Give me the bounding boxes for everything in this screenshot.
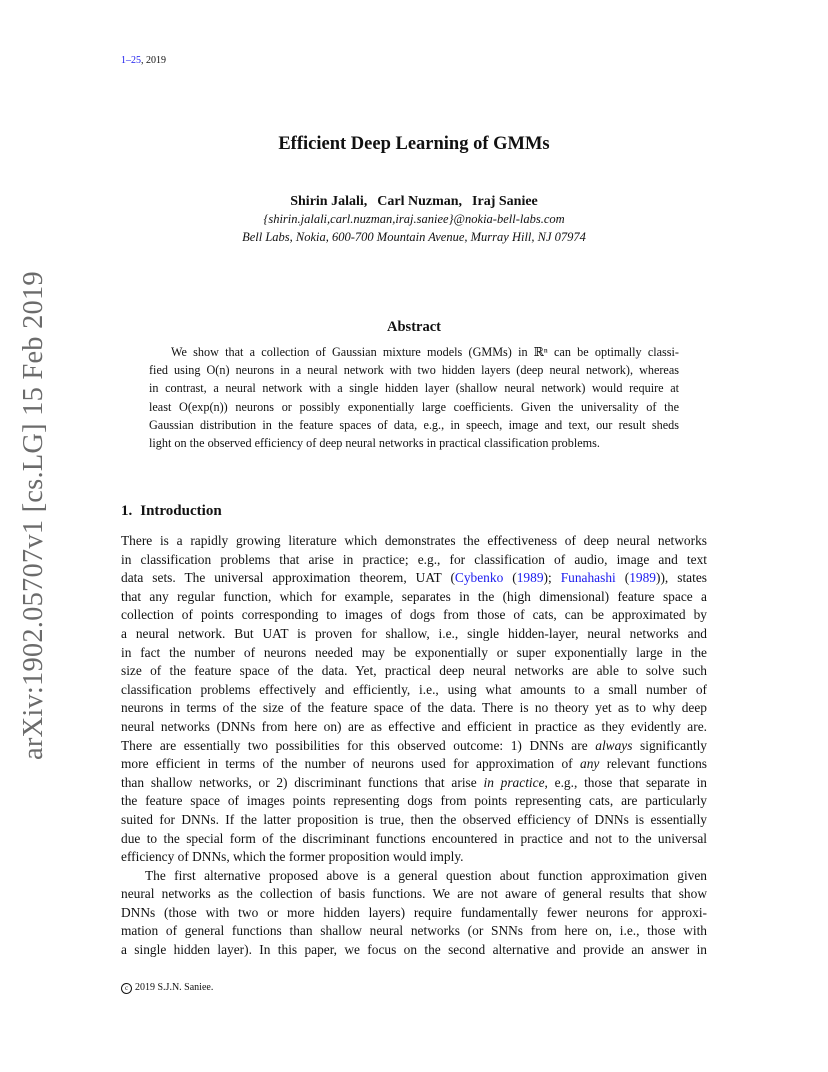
citation-year-link-funahashi[interactable]: 1989 bbox=[629, 570, 656, 586]
author-name: Carl Nuzman, bbox=[377, 194, 463, 209]
body-line: neurons in terms of the size of the feature space of the data. There is no theory yet as to why deep bbox=[121, 700, 707, 716]
abstract-text bbox=[149, 343, 679, 452]
body-line: in fact the number of neurons needed may be exponentially or super exponentially large in the bbox=[121, 644, 707, 660]
body-line: DNNs (those with two or more hidden layers) require fundamentally fewer neurons for approxi- bbox=[121, 904, 707, 920]
emphasis-in-practice: in practice bbox=[483, 774, 545, 790]
body-line: than shallow networks, or 2) discriminant functions that arise in practice, e.g., those that separate in bbox=[121, 774, 707, 790]
body-line: a single hidden layer). In this paper, we focus on the second alternative and provide an answer in bbox=[121, 942, 707, 958]
emphasis-always: always bbox=[595, 737, 633, 753]
body-line: neural networks (DNNs from here on) are as effective and efficient in practice as they evidently are. bbox=[121, 718, 707, 734]
header-year: , 2019 bbox=[141, 55, 166, 66]
page-range-link[interactable]: 1–25 bbox=[121, 55, 141, 66]
citation-year-link-cybenko[interactable]: 1989 bbox=[516, 570, 544, 586]
arxiv-side-stamp: arXiv:1902.05707v1 [cs.LG] 15 Feb 2019 bbox=[18, 271, 49, 760]
body-line: more efficient in terms of the number of neurons used for approximation of any relevant functions bbox=[121, 756, 708, 772]
body-line: The first alternative proposed above is a general question about function approximation given bbox=[145, 867, 707, 883]
body-line: There are essentially two possibilities for this observed outcome: 1) DNNs are always significantly bbox=[121, 737, 707, 753]
section-heading-introduction bbox=[121, 503, 222, 520]
author-emails: {shirin.jalali,carl.nuzman,iraj.saniee}@nokia-bell-labs.com bbox=[263, 212, 565, 226]
author-name: Iraj Saniee bbox=[472, 194, 538, 209]
author-name: Shirin Jalali, bbox=[290, 194, 368, 209]
copyright-text: 2019 S.J.N. Saniee. bbox=[135, 982, 214, 993]
abstract-line: fied using O(n) neurons in a neural network with two hidden layers (deep neural network), whereas bbox=[149, 363, 679, 378]
body-line: efficiency of DNNs, which the former proposition would imply. bbox=[121, 849, 464, 865]
body-line: classification problems effectively and efficiently, i.e., using what amounts to a small number of bbox=[121, 681, 707, 697]
page-range-header bbox=[121, 55, 166, 66]
body-line: neural networks as the collection of basis functions. We are not aware of general results that show bbox=[121, 886, 707, 902]
body-line: that any regular function, which for example, separates in the (high dimensional) feature space a bbox=[121, 588, 707, 604]
section-number: 1. bbox=[121, 503, 133, 519]
abstract-line: least O(exp(n)) neurons or possibly exponentially large coefficients. Given the universality of the bbox=[149, 399, 679, 414]
copyright-icon: c bbox=[121, 983, 132, 994]
section-title: Introduction bbox=[140, 503, 222, 519]
author-affiliation: Bell Labs, Nokia, 600-700 Mountain Avenue, Murray Hill, NJ 07974 bbox=[242, 230, 586, 244]
copyright-footer bbox=[121, 982, 213, 994]
emphasis-any: any bbox=[580, 756, 600, 772]
abstract-line: light on the observed efficiency of deep neural networks in practical classification problems. bbox=[149, 436, 600, 451]
abstract-line: in contrast, a neural network with a single hidden layer (shallow neural network) would require at bbox=[149, 381, 679, 396]
paper-title: Efficient Deep Learning of GMMs bbox=[278, 134, 550, 154]
abstract-line: Gaussian distribution in the feature spaces of data, e.g., in speech, image and text, our result sheds bbox=[149, 417, 679, 432]
body-line: in classification problems that arise in practice; e.g., for classification of audio, image and text bbox=[121, 551, 707, 567]
author-list bbox=[0, 194, 828, 210]
abstract-heading: Abstract bbox=[387, 319, 441, 335]
citation-link-cybenko[interactable]: Cybenko bbox=[454, 570, 504, 586]
body-line: due to the special form of the discriminant functions encountered in practice and not to the universal bbox=[121, 830, 707, 846]
body-line: the feature space of images points representing dogs from points representing cats, are particularly bbox=[121, 793, 707, 809]
body-line: suited for DNNs. If the latter proposition is true, then the observed efficiency of DNNs is essentially bbox=[121, 811, 707, 827]
introduction-text bbox=[121, 532, 707, 960]
body-line: a neural network. But UAT is proven for shallow, i.e., single hidden-layer, neural networks and bbox=[121, 625, 707, 641]
citation-link-funahashi[interactable]: Funahashi bbox=[560, 570, 616, 586]
body-line: collection of points corresponding to images of dogs from those of cats, can be approximated by bbox=[121, 607, 707, 623]
body-line: There is a rapidly growing literature which demonstrates the effectiveness of deep neural networks bbox=[121, 533, 707, 548]
body-line: mation of general functions than shallow neural networks (or SNNs from here on, i.e., those with bbox=[121, 923, 707, 939]
body-line-citations: data sets. The universal approximation theorem, UAT (Cybenko (1989); Funahashi (1989)), states bbox=[121, 570, 707, 586]
abstract-line: We show that a collection of Gaussian mixture models (GMMs) in ℝⁿ can be optimally classi- bbox=[171, 345, 679, 359]
body-line: size of the feature space of the data. Yet, practical deep neural networks are able to solve such bbox=[121, 663, 707, 679]
